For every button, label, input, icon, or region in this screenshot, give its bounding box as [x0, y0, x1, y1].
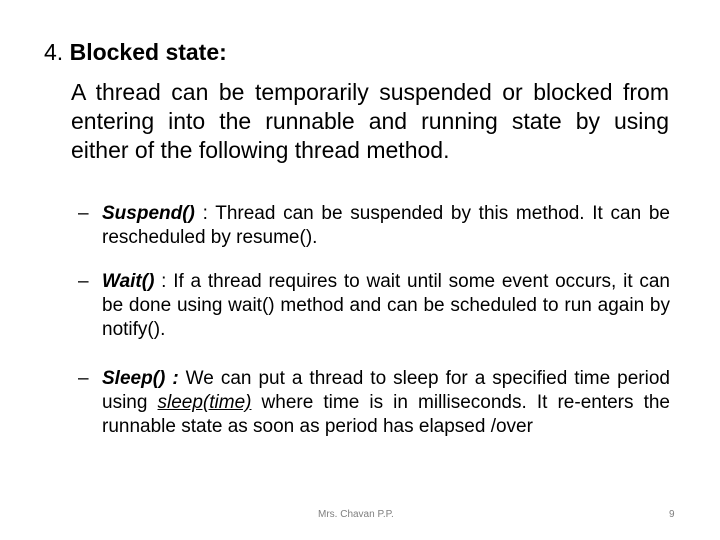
- footer-author: Mrs. Chavan P.P.: [318, 509, 394, 520]
- method-name: Suspend(): [102, 203, 195, 224]
- bullet-wait: [78, 270, 670, 342]
- bullet-text-end: where time is in milliseconds. It re-enters the runnable state as soon as period has elapsed /over: [102, 392, 670, 437]
- bullet-text: : Thread can be suspended by this method. It can be rescheduled by resume().: [102, 203, 670, 248]
- bullet-text: : If a thread requires to wait until some event occurs, it can be done using wait() method and can be scheduled to run again by notify().: [102, 271, 670, 340]
- bullet-dash: –: [78, 368, 89, 389]
- bullet-suspend: [78, 202, 670, 250]
- sleep-signature: sleep(time): [157, 392, 252, 413]
- heading-number: 4.: [44, 39, 70, 65]
- bullet-dash: –: [78, 271, 89, 292]
- heading-title: Blocked state:: [69, 39, 227, 65]
- slide-heading: [44, 38, 227, 66]
- method-name: Sleep() :: [102, 368, 179, 389]
- bullet-body: [102, 367, 670, 439]
- intro-paragraph: A thread can be temporarily suspended or blocked from entering into the runnable and running state by using either of the following thread method.: [71, 79, 669, 163]
- method-name: Wait(): [102, 271, 155, 292]
- bullet-text: We can put a thread to sleep for a specified time period using: [102, 368, 670, 413]
- bullet-body: [102, 270, 670, 342]
- bullet-body: [102, 202, 670, 250]
- bullet-dash: –: [78, 203, 89, 224]
- bullet-sleep: [78, 367, 670, 439]
- page-number: 9: [669, 509, 675, 520]
